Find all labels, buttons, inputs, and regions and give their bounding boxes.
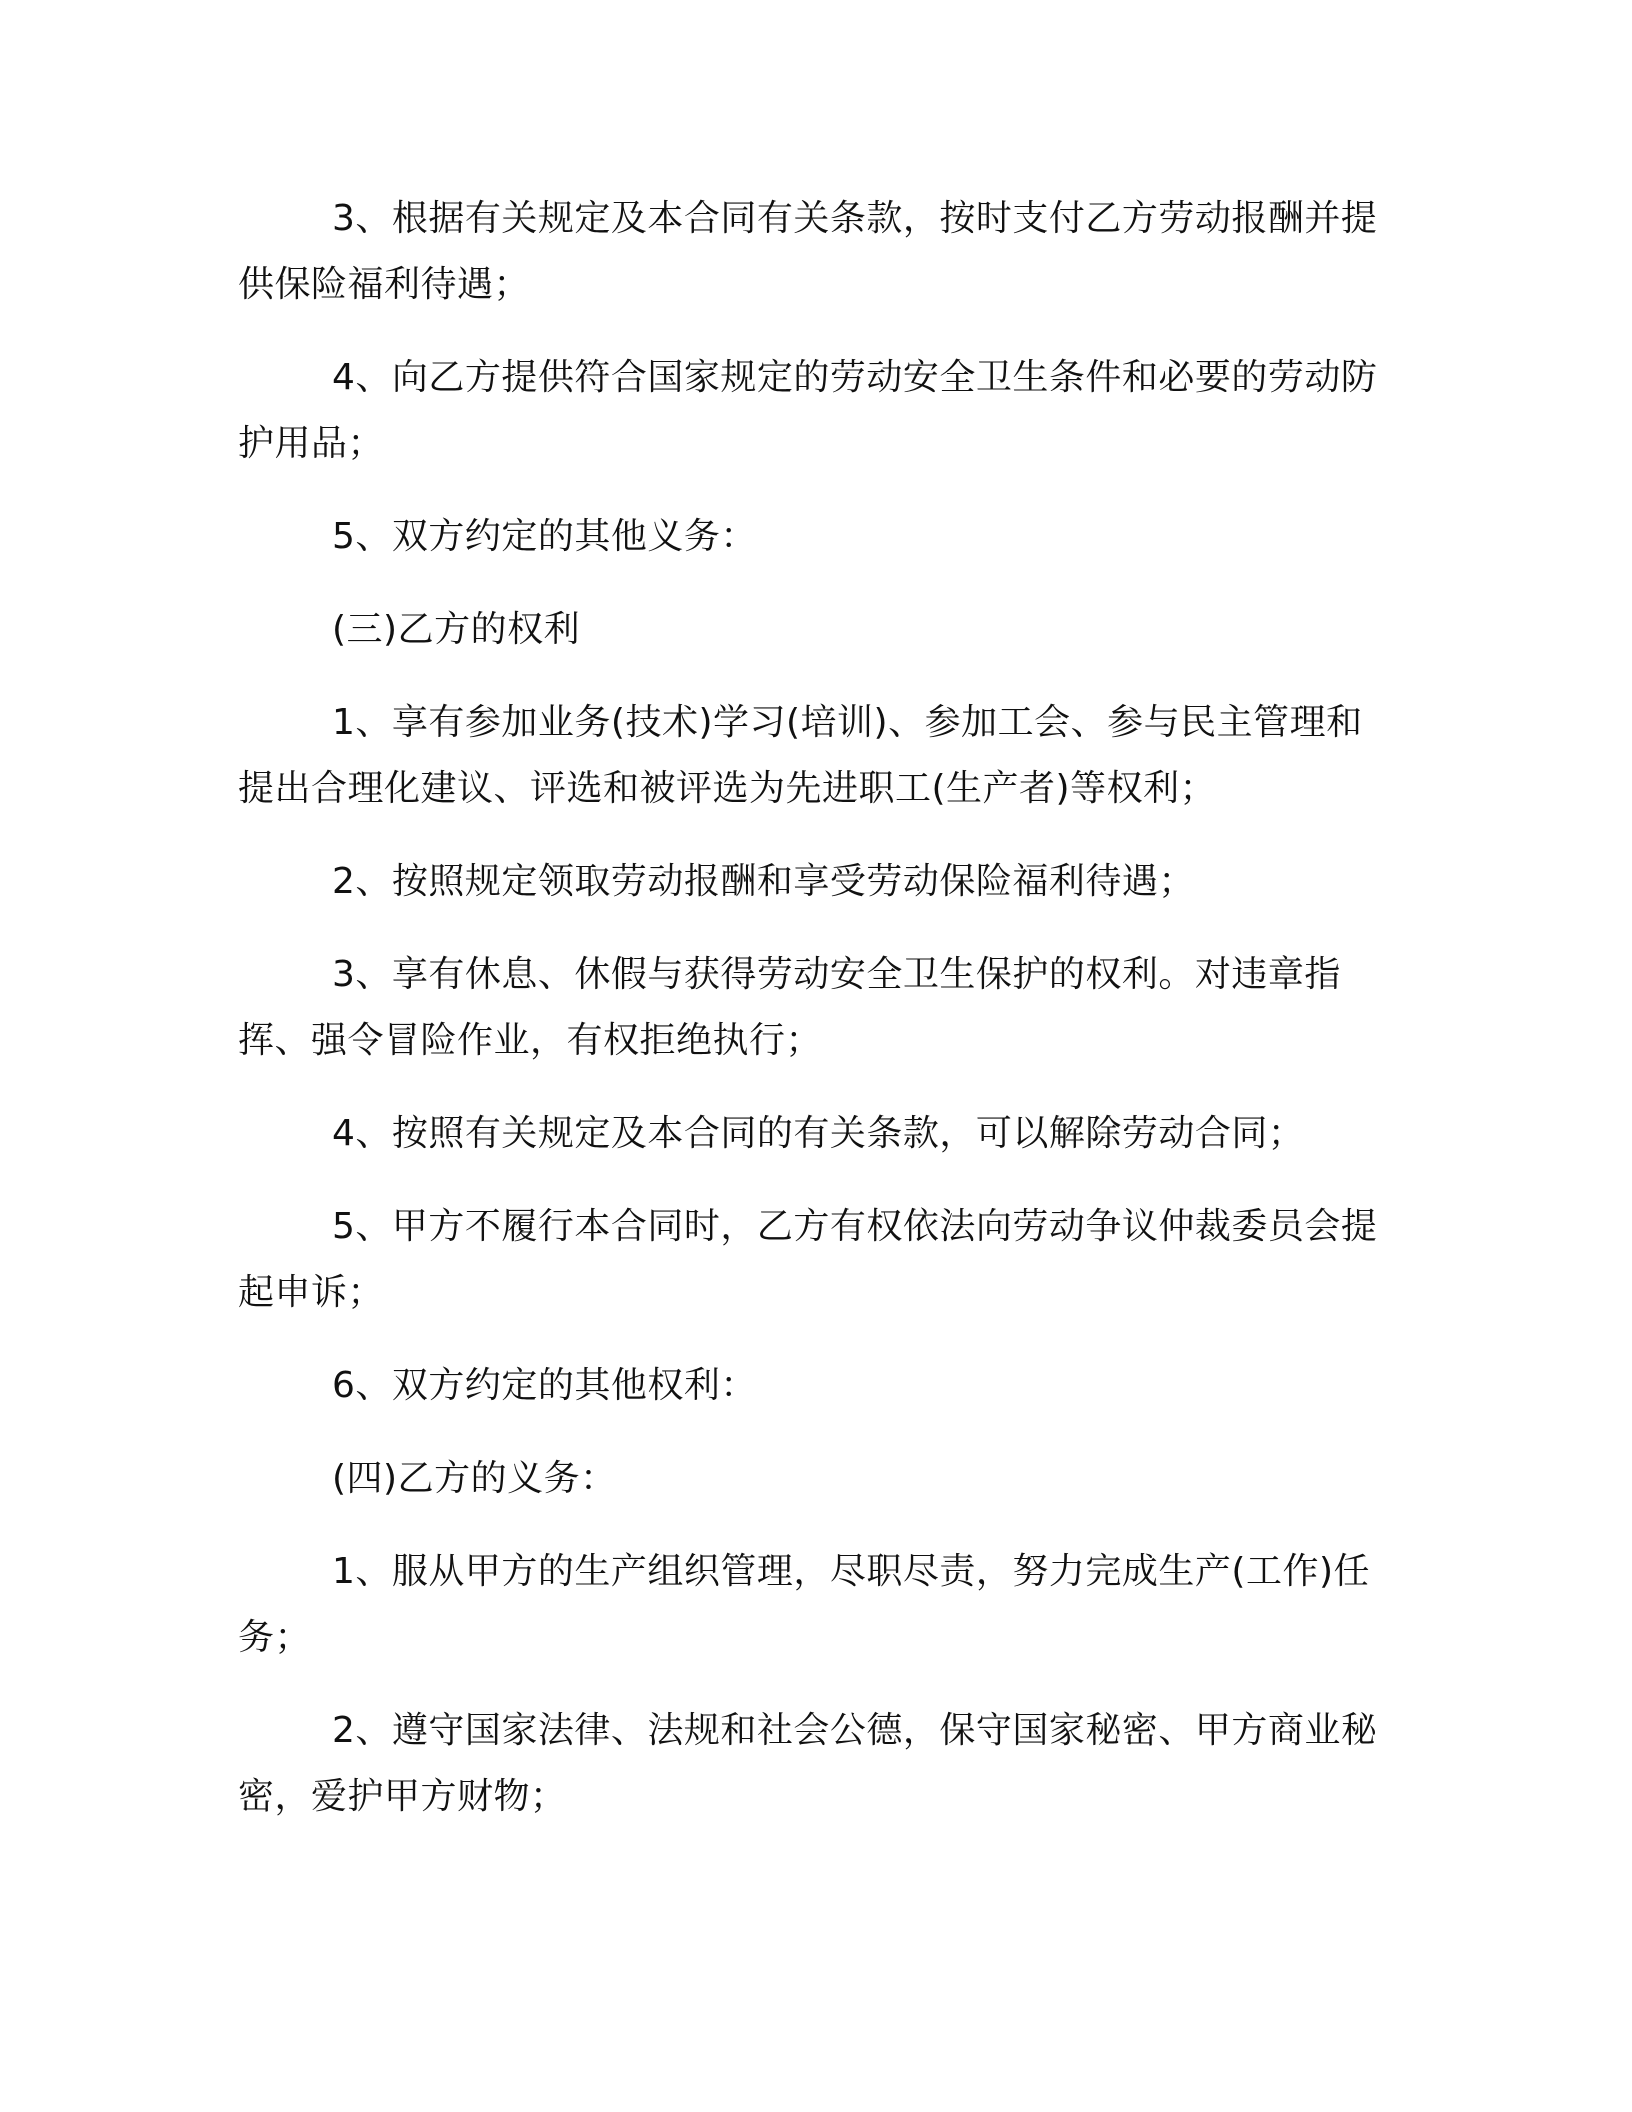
paragraph-employee-right-3: 3、享有休息、休假与获得劳动安全卫生保护的权利。对违章指挥、强令冒险作业，有权拒绝执行； [238, 954, 1341, 1061]
section-heading-employee-duties: (四)乙方的义务： [332, 1458, 617, 1499]
paragraph-employer-duty-3: 3、根据有关规定及本合同有关条款，按时支付乙方劳动报酬并提供保险福利待遇； [238, 198, 1378, 305]
paragraph-employee-duty-1: 1、服从甲方的生产组织管理，尽职尽责，努力完成生产(工作)任务； [238, 1551, 1370, 1658]
section-heading-employee-rights: (三)乙方的权利 [332, 609, 581, 650]
paragraph-employee-right-4: 4、按照有关规定及本合同的有关条款，可以解除劳动合同； [332, 1113, 1305, 1154]
document-page [238, 186, 1388, 1857]
paragraph-employer-duty-5: 5、双方约定的其他义务： [332, 516, 757, 557]
paragraph-employer-duty-4: 4、向乙方提供符合国家规定的劳动安全卫生条件和必要的劳动防护用品； [238, 357, 1378, 464]
paragraph-employee-right-5: 5、甲方不履行本合同时，乙方有权依法向劳动争议仲裁委员会提起申诉； [238, 1206, 1378, 1313]
paragraph-employee-right-1: 1、享有参加业务(技术)学习(培训)、参加工会、参与民主管理和提出合理化建议、评选和被评选为先进职工(生产者)等权利； [238, 702, 1363, 809]
paragraph-employee-right-6: 6、双方约定的其他权利： [332, 1365, 757, 1406]
paragraph-employee-right-2: 2、按照规定领取劳动报酬和享受劳动保险福利待遇； [332, 861, 1195, 902]
paragraph-employee-duty-2: 2、遵守国家法律、法规和社会公德，保守国家秘密、甲方商业秘密，爱护甲方财物； [238, 1710, 1378, 1817]
